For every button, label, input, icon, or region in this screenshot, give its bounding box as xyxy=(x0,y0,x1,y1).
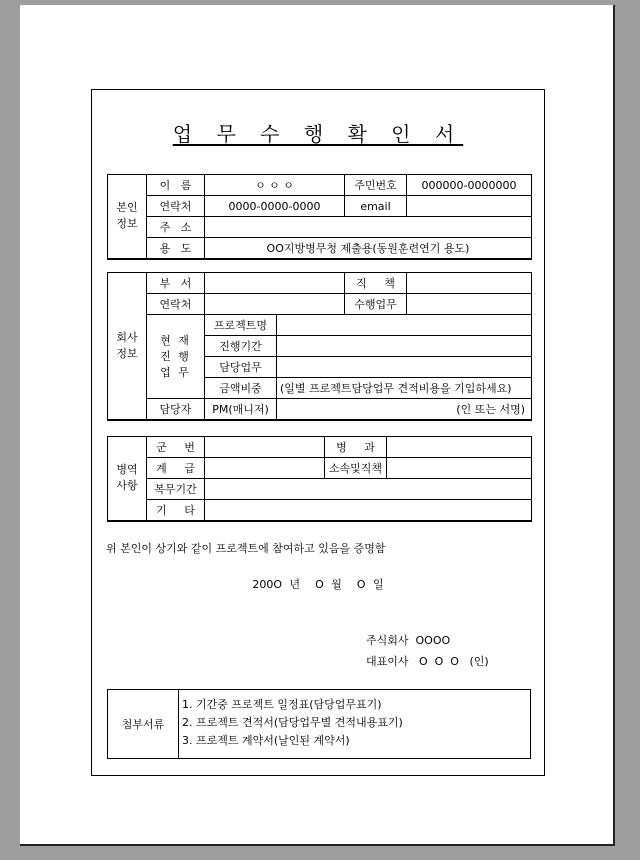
etc-label: 기 타 xyxy=(147,500,205,521)
unit-position-value[interactable] xyxy=(387,458,532,479)
company-section-label: 회사 정보 xyxy=(108,273,147,420)
department-value[interactable] xyxy=(205,273,345,294)
duty-value[interactable] xyxy=(407,294,532,315)
project-task-label: 담당업무 xyxy=(205,357,277,378)
document-title: 업 무 수 행 확 인 서 xyxy=(172,122,464,146)
personal-info-table xyxy=(107,174,532,260)
contact-value[interactable]: 0000-0000-0000 xyxy=(205,196,345,217)
attachments-list xyxy=(182,696,403,750)
etc-value[interactable] xyxy=(205,500,532,521)
id-number-label: 주민번호 xyxy=(345,175,407,196)
personal-section-label: 본인 정보 xyxy=(108,175,147,259)
service-number-value[interactable] xyxy=(205,437,325,458)
project-task-value[interactable] xyxy=(277,357,532,378)
attachments-label: 첨부서류 xyxy=(108,690,179,758)
cost-share-label: 금액비중 xyxy=(205,378,277,399)
name-label: 이 름 xyxy=(147,175,205,196)
rank-label: 계 급 xyxy=(147,458,205,479)
form-frame xyxy=(91,89,545,776)
purpose-label: 용 도 xyxy=(147,238,205,259)
name-value[interactable]: ㅇ ㅇ ㅇ xyxy=(205,175,345,196)
contact-label: 연락처 xyxy=(147,196,205,217)
pm-label: PM(매니저) xyxy=(205,399,277,420)
company-contact-label: 연락처 xyxy=(147,294,205,315)
company-info-table xyxy=(107,272,532,421)
duty-label: 수행업무 xyxy=(345,294,407,315)
address-value[interactable] xyxy=(205,217,532,238)
address-label: 주 소 xyxy=(147,217,205,238)
service-period-label: 복무기간 xyxy=(147,479,205,500)
service-number-label: 군 번 xyxy=(147,437,205,458)
project-name-label: 프로젝트명 xyxy=(205,315,277,336)
project-name-value[interactable] xyxy=(277,315,532,336)
purpose-value[interactable]: OO지방병무청 제출용(동원훈련연기 용도) xyxy=(205,238,532,259)
id-number-value[interactable]: 000000-0000000 xyxy=(407,175,532,196)
issue-date: 200O 년 O 월 O 일 xyxy=(252,578,384,591)
current-work-label: 현 재 진 행 업 무 xyxy=(147,315,205,399)
attachment-item: 2. 프로젝트 견적서(담당업무별 견적내용표기) xyxy=(182,716,403,729)
document-page xyxy=(20,5,615,846)
attachments-box xyxy=(107,689,531,759)
unit-position-label: 소속및직책 xyxy=(325,458,387,479)
service-period-value[interactable] xyxy=(205,479,532,500)
company-name: 주식회사 OOOO xyxy=(366,634,451,647)
position-label: 직 책 xyxy=(345,273,407,294)
attachment-item: 3. 프로젝트 계약서(날인된 계약서) xyxy=(182,734,350,747)
branch-value[interactable] xyxy=(387,437,532,458)
certification-statement: 위 본인이 상기와 같이 프로젝트에 참여하고 있음을 증명함 xyxy=(106,542,386,555)
military-section-label: 병역 사항 xyxy=(108,437,147,521)
cost-share-value[interactable]: (일별 프로젝트담당업무 견적비용을 기입하세요) xyxy=(277,378,532,399)
project-period-label: 진행기간 xyxy=(205,336,277,357)
attachment-item: 1. 기간중 프로젝트 일정표(담당업무표기) xyxy=(182,698,382,711)
company-contact-value[interactable] xyxy=(205,294,345,315)
issuer-block xyxy=(366,630,489,672)
rank-value[interactable] xyxy=(205,458,325,479)
ceo-signature: 대표이사 O O O (인) xyxy=(366,655,489,668)
manager-label: 담당자 xyxy=(147,399,205,420)
email-label: email xyxy=(345,196,407,217)
signature-field[interactable]: (인 또는 서명) xyxy=(277,399,532,420)
department-label: 부 서 xyxy=(147,273,205,294)
project-period-value[interactable] xyxy=(277,336,532,357)
email-value[interactable] xyxy=(407,196,532,217)
position-value[interactable] xyxy=(407,273,532,294)
military-service-table xyxy=(107,436,532,522)
branch-label: 병 과 xyxy=(325,437,387,458)
